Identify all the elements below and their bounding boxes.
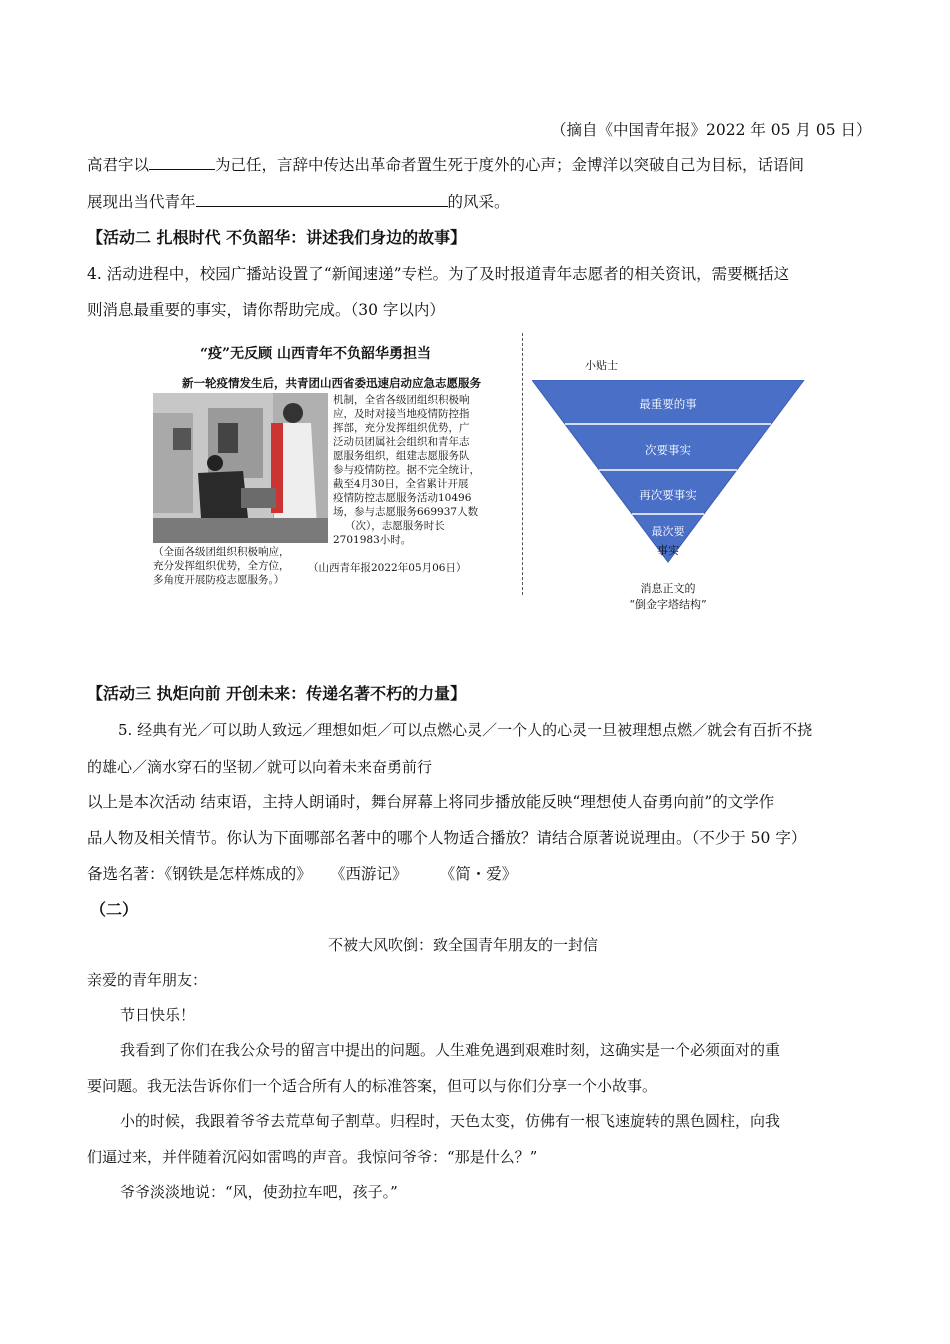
- divider: [522, 333, 523, 595]
- news-body-line: 挥部，充分发挥组织优势，广: [333, 422, 470, 434]
- books-label: 备选名著：: [87, 865, 165, 883]
- letter-paragraph-4: 爷爷淡淡地说：“风，使劲拉车吧，孩子。”: [120, 1183, 398, 1201]
- news-title: “疫”无反顾 山西青年不负韶华勇担当: [200, 346, 431, 362]
- news-body-line: 截至4月30日，全省累计开展: [333, 478, 469, 490]
- question-4-line-1: 4. 活动进程中，校园广播站设置了“新闻速递”专栏。为了及时报道青年志愿者的相关资讯，需要概括这: [87, 265, 790, 283]
- news-body-line: 机制，全省各级团组织积极响: [333, 394, 470, 406]
- news-body-line: （次），志愿服务时长: [345, 520, 445, 532]
- question-5-line-3: 以上是本次活动 结束语，主持人朗诵时，舞台屏幕上将同步播放能反映“理想使人奋勇向前”的文学作: [87, 793, 775, 811]
- question-5-books: [87, 864, 517, 884]
- news-body-line: 2701983小时。: [333, 534, 412, 546]
- caption-line: 多角度开展防疫志愿服务。）: [153, 574, 285, 586]
- book-option: 《钢铁是怎样炼成的》: [164, 865, 312, 883]
- news-body: [333, 393, 513, 547]
- caption-line: （全面各级团组织积极响应，: [153, 546, 290, 558]
- question-text: 展现出当代青年: [87, 193, 196, 211]
- news-source: （山西青年报2022年05月06日）: [308, 562, 467, 574]
- volunteers-image: [153, 393, 328, 543]
- question-text: 的风采。: [447, 193, 510, 211]
- letter-paragraph-2-line-2: 要问题。我无法告诉你们一个适合所有人的标准答案，但可以与你们分享一个小故事。: [87, 1077, 658, 1095]
- news-clipping: [150, 333, 522, 595]
- source-citation: （摘自《中国青年报》2022 年 05 月 05 日）: [551, 121, 872, 139]
- pyramid-level-2: 次要事实: [645, 443, 691, 457]
- question-5-line-4: 品人物及相关情节。你认为下面哪部名著中的哪个人物适合播放？请结合原著说说理由。（不少于 50 字）: [87, 829, 807, 847]
- question-line-1: [87, 155, 804, 175]
- letter-paragraph-3-line-1: 小的时候，我跟着爷爷去荒草甸子割草。归程时，天色太变，仿佛有一根飞速旋转的黑色圆柱，向我: [120, 1112, 781, 1130]
- pyramid-footer-2: “倒金字塔结构”: [629, 598, 707, 611]
- pyramid-footer-1: 消息正文的: [640, 582, 696, 595]
- photo-caption: [153, 545, 323, 587]
- book-option: 《简・爱》: [447, 865, 518, 883]
- letter-paragraph-3-line-2: 们逼过来，并伴随着沉闷如雷鸣的声音。我惊问爷爷：“那是什么？”: [87, 1148, 538, 1166]
- news-lead: 新一轮疫情发生后，共青团山西省委迅速启动应急志愿服务: [182, 376, 481, 390]
- question-line-2: [87, 192, 510, 212]
- news-body-line: 泛动员团属社会组织和青年志: [333, 436, 470, 448]
- news-body-line: 愿服务组织，组建志愿服务队: [333, 450, 470, 462]
- news-body-line: 应，及时对接当地疫情防控指: [333, 408, 470, 420]
- tips-label: 小贴士: [585, 359, 618, 372]
- news-body-line: 疫情防控志愿服务活动10496: [333, 492, 472, 504]
- letter-paragraph-2-line-1: 我看到了你们在我公众号的留言中提出的问题。人生难免遇到艰难时刻，这确实是一个必须面对的重: [120, 1041, 781, 1059]
- activity-3-heading: 【活动三 执炬向前 开创未来：传递名著不朽的力量】: [87, 684, 467, 703]
- pyramid-level-4b: 事实: [657, 544, 679, 557]
- news-photo: [153, 393, 328, 543]
- question-text: 高君宇以: [87, 156, 150, 174]
- letter-title: 不被大风吹倒：致全国青年朋友的一封信: [328, 936, 599, 954]
- section-2-heading: （二）: [90, 900, 139, 919]
- news-body-line: 参与疫情防控。据不完全统计，: [333, 464, 480, 476]
- letter-greeting: 亲爱的青年朋友：: [87, 971, 208, 989]
- activity-2-heading: 【活动二 扎根时代 不负韶华：讲述我们身边的故事】: [87, 228, 467, 247]
- question-5-line-2: 的雄心／滴水穿石的坚韧／就可以向着未来奋勇前行: [87, 758, 433, 776]
- pyramid-level-3: 再次要事实: [639, 488, 697, 502]
- caption-line: 充分发挥组织优势，全方位，: [153, 560, 290, 572]
- letter-paragraph-1: 节日快乐！: [120, 1006, 196, 1024]
- news-body-line: 场，参与志愿服务669937人数: [333, 506, 479, 518]
- question-text: 为己任，言辞中传达出革命者置生死于度外的心声；金博洋以突破自己为目标，话语间: [215, 156, 805, 174]
- pyramid-level-4: 最次要: [651, 525, 685, 538]
- pyramid-level-1: 最重要的事: [639, 397, 697, 411]
- question-4-line-2: 则消息最重要的事实，请你帮助完成。（30 字以内）: [87, 301, 445, 319]
- question-5-line-1: 5. 经典有光／可以助人致远／理想如炬／可以点燃心灵／一个人的心灵一旦被理想点燃／就会有百折不挠: [118, 721, 813, 739]
- answer-blank-2[interactable]: [196, 192, 448, 207]
- book-option: 《西游记》: [337, 865, 408, 883]
- answer-blank-1[interactable]: [149, 155, 215, 170]
